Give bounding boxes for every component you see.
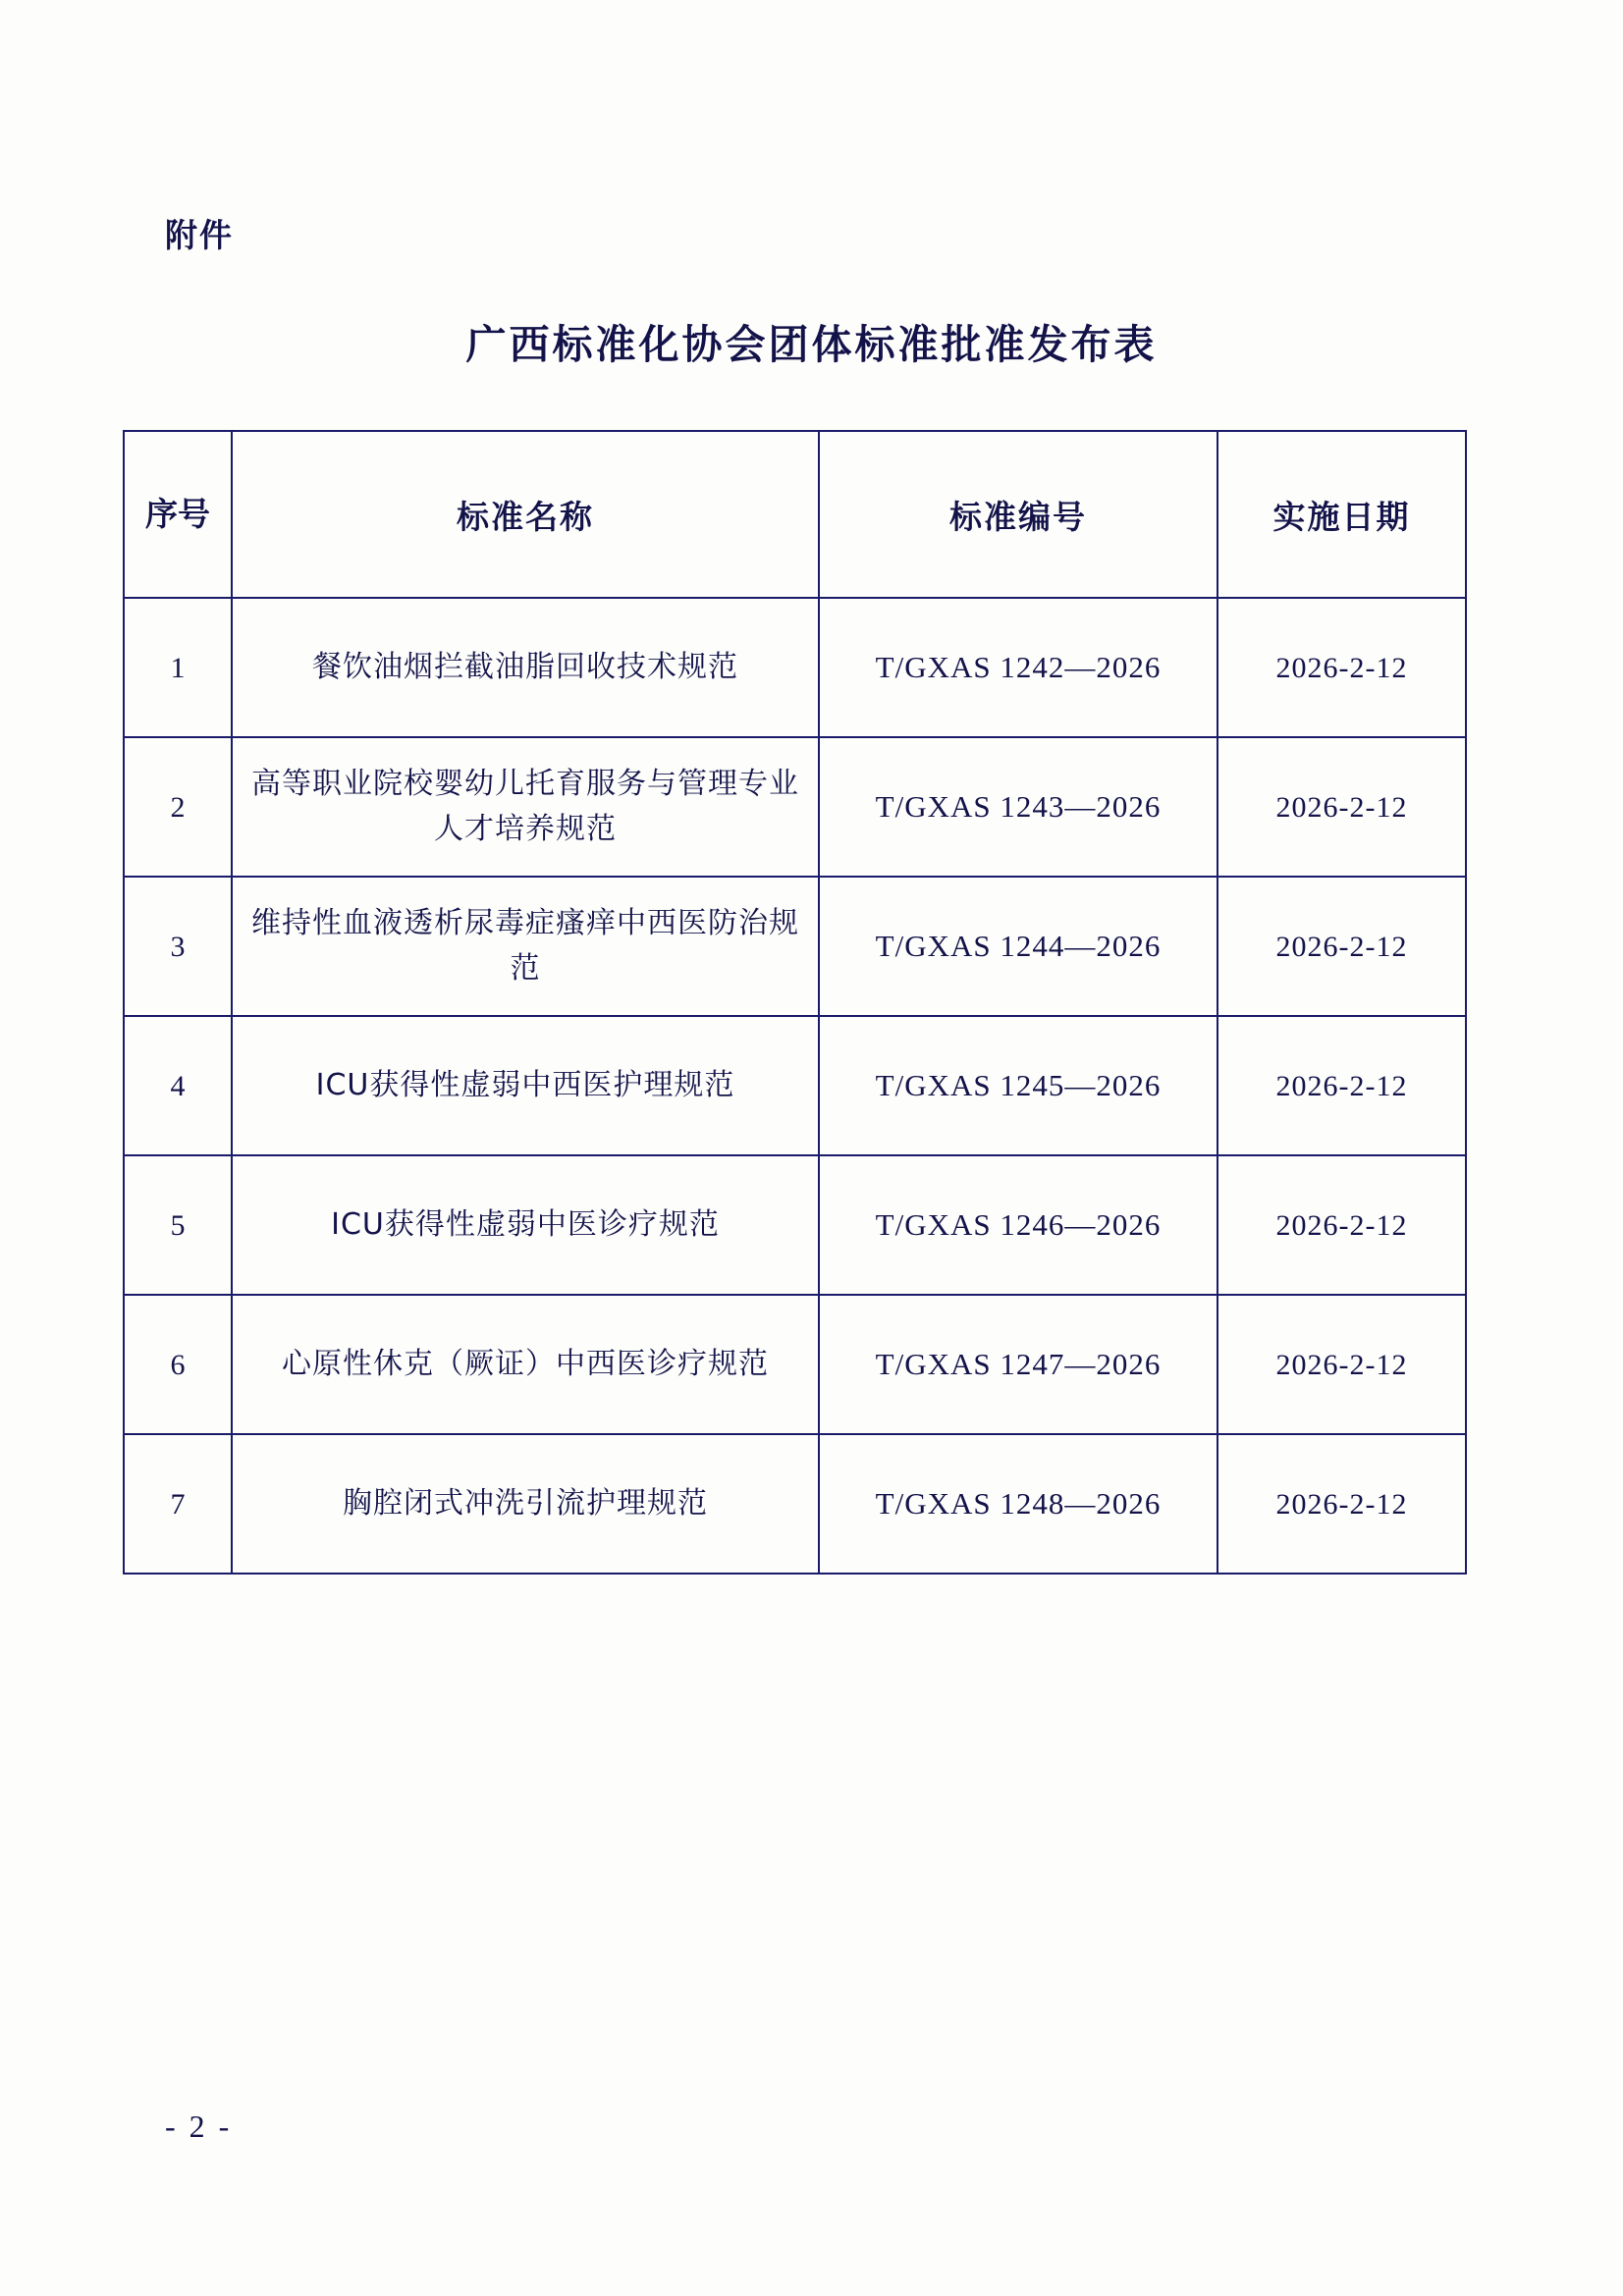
cell-code: T/GXAS 1245—2026 bbox=[819, 1016, 1217, 1155]
page-number: - 2 - bbox=[165, 2109, 233, 2144]
cell-name: 心原性休克（厥证）中西医诊疗规范 bbox=[232, 1295, 819, 1434]
cell-name: 胸腔闭式冲洗引流护理规范 bbox=[232, 1434, 819, 1574]
table-row bbox=[124, 1295, 1466, 1434]
cell-date: 2026-2-12 bbox=[1217, 1295, 1466, 1434]
cell-date: 2026-2-12 bbox=[1217, 877, 1466, 1016]
cell-date: 2026-2-12 bbox=[1217, 737, 1466, 877]
table-row bbox=[124, 877, 1466, 1016]
cell-no: 5 bbox=[124, 1155, 232, 1295]
cell-code: T/GXAS 1242—2026 bbox=[819, 598, 1217, 737]
page-title: 广西标准化协会团体标准批准发布表 bbox=[465, 321, 1158, 368]
table-row bbox=[124, 1016, 1466, 1155]
column-header-name: 标准名称 bbox=[232, 431, 819, 598]
column-header-date: 实施日期 bbox=[1217, 431, 1466, 598]
column-header-code: 标准编号 bbox=[819, 431, 1217, 598]
table-body bbox=[124, 598, 1466, 1574]
table-header-row bbox=[124, 431, 1466, 598]
cell-date: 2026-2-12 bbox=[1217, 1434, 1466, 1574]
cell-code: T/GXAS 1246—2026 bbox=[819, 1155, 1217, 1295]
table-row bbox=[124, 737, 1466, 877]
cell-name: 高等职业院校婴幼儿托育服务与管理专业人才培养规范 bbox=[232, 737, 819, 877]
table-row bbox=[124, 598, 1466, 737]
cell-no: 2 bbox=[124, 737, 232, 877]
cell-code: T/GXAS 1243—2026 bbox=[819, 737, 1217, 877]
column-header-no: 序号 bbox=[124, 431, 232, 598]
cell-date: 2026-2-12 bbox=[1217, 1155, 1466, 1295]
cell-code: T/GXAS 1248—2026 bbox=[819, 1434, 1217, 1574]
cell-date: 2026-2-12 bbox=[1217, 1016, 1466, 1155]
cell-no: 6 bbox=[124, 1295, 232, 1434]
standards-table bbox=[123, 430, 1467, 1575]
cell-no: 3 bbox=[124, 877, 232, 1016]
cell-name: ICU获得性虚弱中西医护理规范 bbox=[232, 1016, 819, 1155]
cell-code: T/GXAS 1247—2026 bbox=[819, 1295, 1217, 1434]
table-row bbox=[124, 1434, 1466, 1574]
cell-name: ICU获得性虚弱中医诊疗规范 bbox=[232, 1155, 819, 1295]
cell-no: 4 bbox=[124, 1016, 232, 1155]
cell-no: 1 bbox=[124, 598, 232, 737]
cell-name: 维持性血液透析尿毒症瘙痒中西医防治规范 bbox=[232, 877, 819, 1016]
cell-name: 餐饮油烟拦截油脂回收技术规范 bbox=[232, 598, 819, 737]
cell-code: T/GXAS 1244—2026 bbox=[819, 877, 1217, 1016]
cell-date: 2026-2-12 bbox=[1217, 598, 1466, 737]
attachment-label: 附件 bbox=[165, 216, 234, 254]
cell-no: 7 bbox=[124, 1434, 232, 1574]
table-row bbox=[124, 1155, 1466, 1295]
